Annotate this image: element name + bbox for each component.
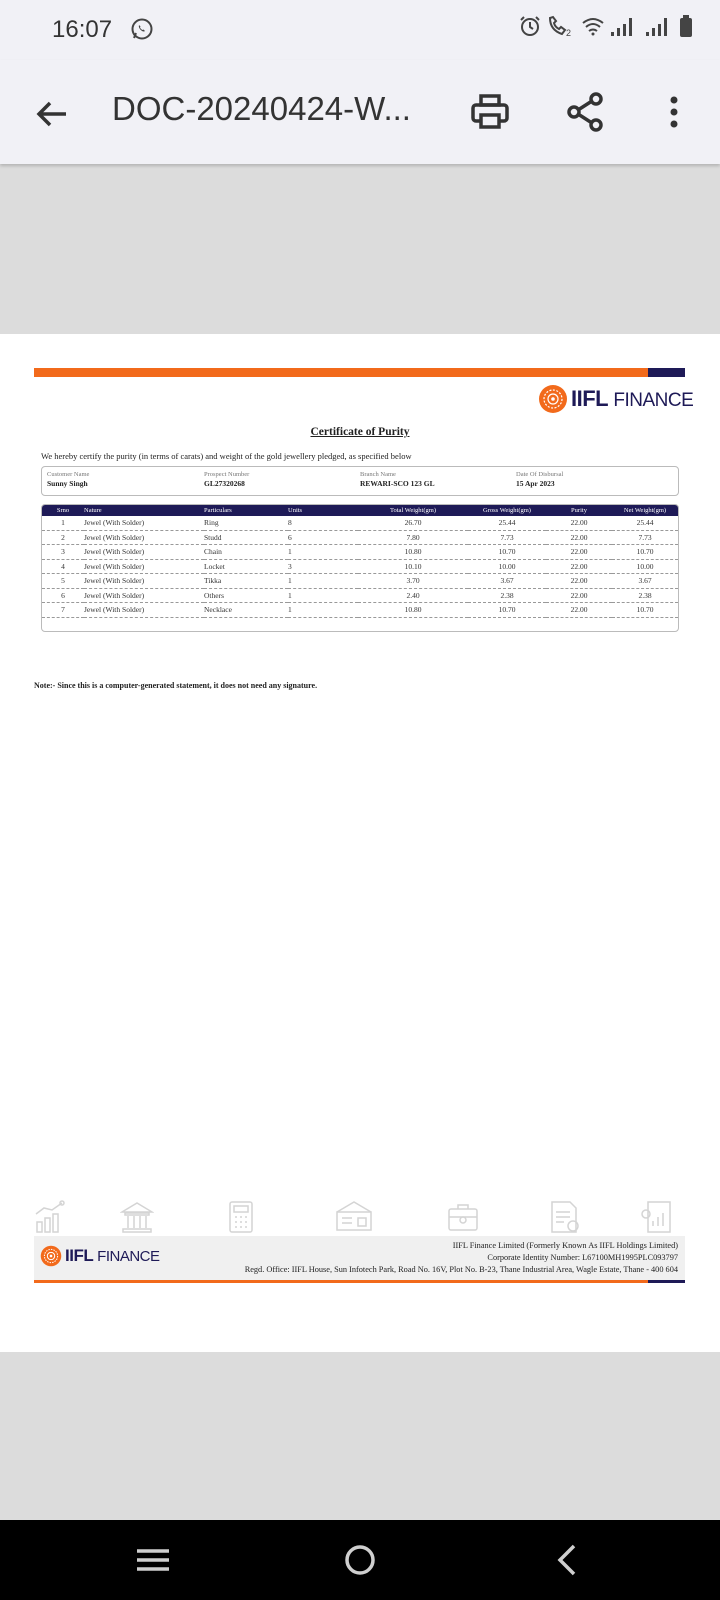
table-cell: 2.40 <box>358 588 468 603</box>
table-cell: Others <box>204 588 288 603</box>
table-cell: 6 <box>288 530 358 545</box>
table-cell: 4 <box>42 559 84 574</box>
table-cell: 3.67 <box>612 574 678 589</box>
table-spacer-row <box>42 617 678 632</box>
table-cell: Jewel (With Solder) <box>84 603 204 618</box>
footer-line-cin: Corporate Identity Number: L67100MH1995PLC093797 <box>487 1253 678 1262</box>
logo-text: IIFL FINANCE <box>571 386 694 411</box>
table-cell: Jewel (With Solder) <box>84 516 204 530</box>
table-cell: 10.80 <box>358 603 468 618</box>
status-icons <box>518 14 694 38</box>
table-header-row <box>42 505 678 516</box>
table-cell: 26.70 <box>358 516 468 530</box>
table-cell: 5 <box>42 574 84 589</box>
table-cell: Jewel (With Solder) <box>84 574 204 589</box>
column-header: Purity <box>546 505 612 516</box>
table-cell: 10.70 <box>612 603 678 618</box>
back-button[interactable] <box>30 92 74 136</box>
recent-apps-button[interactable] <box>133 1540 173 1580</box>
customer-name-field: Customer Name Sunny Singh <box>47 471 90 488</box>
iifl-logo <box>538 384 693 414</box>
table-cell: Ring <box>204 516 288 530</box>
jewellery-table-box <box>41 504 679 632</box>
signal-icon <box>644 17 674 34</box>
footer-line-company: IIFL Finance Limited (Formerly Known As IIFL Holdings Limited) <box>452 1241 678 1250</box>
table-row <box>42 545 678 560</box>
table-cell: Chain <box>204 545 288 560</box>
table-cell: 3 <box>288 559 358 574</box>
signature-note: Note:- Since this is a computer-generated statement, it does not need any signature. <box>34 681 318 690</box>
document-title: DOC-20240424-W... <box>112 90 411 127</box>
system-nav-bar <box>0 1520 720 1600</box>
column-header: Net Weight(gm) <box>612 505 678 516</box>
table-cell: 25.44 <box>468 516 546 530</box>
table-cell: 3.67 <box>468 574 546 589</box>
table-cell: Jewel (With Solder) <box>84 559 204 574</box>
app-bar <box>0 60 720 164</box>
table-cell: 7.80 <box>358 530 468 545</box>
table-cell: 22.00 <box>546 603 612 618</box>
menu-icon <box>133 1540 173 1580</box>
certificate-intro: We hereby certify the purity (in terms of carats) and weight of the gold jewellery pledged, as specified below <box>41 451 412 461</box>
table-cell: 2.38 <box>612 588 678 603</box>
table-cell: 1 <box>42 516 84 530</box>
jewellery-table <box>42 505 678 632</box>
svg-text:2: 2 <box>566 28 572 38</box>
table-cell: 22.00 <box>546 530 612 545</box>
bank-icon <box>120 1200 154 1234</box>
table-cell: Jewel (With Solder) <box>84 545 204 560</box>
table-cell: 22.00 <box>546 516 612 530</box>
branch-name-field: Branch Name REWARI-SCO 123 GL <box>360 471 435 488</box>
table-row <box>42 574 678 589</box>
more-options-button[interactable] <box>660 90 688 134</box>
table-cell: 10.00 <box>468 559 546 574</box>
table-cell: Studd <box>204 530 288 545</box>
header-bar-orange <box>34 368 648 377</box>
whatsapp-icon <box>130 17 154 46</box>
share-button[interactable] <box>564 90 608 134</box>
battery-icon <box>678 17 694 34</box>
table-row <box>42 559 678 574</box>
table-cell: 7.73 <box>468 530 546 545</box>
chart-growth-icon <box>34 1200 66 1234</box>
table-cell: 22.00 <box>546 588 612 603</box>
system-back-button[interactable] <box>548 1540 588 1580</box>
status-time: 16:07 <box>52 16 113 43</box>
footer-bar-navy <box>648 1280 685 1283</box>
print-button[interactable] <box>468 90 512 134</box>
column-header: Srno <box>42 505 84 516</box>
table-cell: Jewel (With Solder) <box>84 588 204 603</box>
table-cell: 10.70 <box>468 603 546 618</box>
customer-info-box <box>41 466 679 496</box>
alarm-icon <box>518 17 542 34</box>
prospect-number-field: Prospect Number GL27320268 <box>204 471 250 488</box>
certificate-doc-icon <box>548 1200 584 1234</box>
print-icon <box>468 90 512 134</box>
table-cell: 1 <box>288 574 358 589</box>
share-icon <box>564 90 608 134</box>
wifi-icon <box>581 17 605 34</box>
column-header: Gross Weight(gm) <box>468 505 546 516</box>
table-cell: 10.70 <box>612 545 678 560</box>
table-cell: 7 <box>42 603 84 618</box>
report-chart-icon <box>640 1200 674 1234</box>
home-button[interactable] <box>340 1540 380 1580</box>
signal-icon <box>609 17 639 34</box>
table-row <box>42 530 678 545</box>
disbursal-date-field: Date Of Disbursal 15 Apr 2023 <box>516 471 564 488</box>
table-cell: 1 <box>288 603 358 618</box>
table-cell: 10.70 <box>468 545 546 560</box>
table-cell: 1 <box>288 545 358 560</box>
column-header: Units <box>288 505 358 516</box>
table-cell: 10.10 <box>358 559 468 574</box>
table-cell: Tikka <box>204 574 288 589</box>
table-row <box>42 516 678 530</box>
table-row <box>42 603 678 618</box>
back-arrow-icon <box>30 92 74 136</box>
table-cell: 6 <box>42 588 84 603</box>
table-cell: 10.80 <box>358 545 468 560</box>
document-icon <box>334 1200 374 1234</box>
footer-line-address: Regd. Office: IIFL House, Sun Infotech Park, Road No. 16V, Plot No. B-23, Thane Industrial Area, Wagle Estate, Thane - 400 604 <box>244 1265 678 1274</box>
table-cell: 1 <box>288 588 358 603</box>
footer-iifl-logo <box>40 1244 160 1268</box>
certificate-title: Certificate of Purity <box>310 426 410 438</box>
table-cell: 7.73 <box>612 530 678 545</box>
table-cell: 25.44 <box>612 516 678 530</box>
table-cell: 3.70 <box>358 574 468 589</box>
pdf-page <box>0 334 720 1352</box>
table-cell: 8 <box>288 516 358 530</box>
footer-icon-row <box>34 1200 686 1236</box>
iifl-emblem-icon <box>538 384 568 414</box>
wifi-calling-icon <box>546 17 576 38</box>
table-cell: Necklace <box>204 603 288 618</box>
column-header: Total Weight(gm) <box>358 505 468 516</box>
table-cell: Locket <box>204 559 288 574</box>
column-header: Particulars <box>204 505 288 516</box>
header-bar-navy <box>648 368 685 377</box>
status-bar <box>0 0 720 60</box>
table-cell: 22.00 <box>546 545 612 560</box>
logo-text: IIFL FINANCE <box>65 1246 160 1265</box>
table-cell: 2 <box>42 530 84 545</box>
home-circle-icon <box>340 1540 380 1580</box>
table-cell: Jewel (With Solder) <box>84 530 204 545</box>
briefcase-icon <box>446 1200 482 1234</box>
table-cell: 22.00 <box>546 559 612 574</box>
column-header: Nature <box>84 505 204 516</box>
iifl-emblem-icon <box>40 1245 62 1267</box>
table-cell: 22.00 <box>546 574 612 589</box>
table-row <box>42 588 678 603</box>
table-cell: 10.00 <box>612 559 678 574</box>
more-vert-icon <box>660 90 688 134</box>
back-chevron-icon <box>548 1540 588 1580</box>
footer-company-info <box>245 1240 678 1276</box>
table-cell: 3 <box>42 545 84 560</box>
table-cell: 2.38 <box>468 588 546 603</box>
footer-bar-orange <box>34 1280 648 1283</box>
calculator-icon <box>226 1200 256 1234</box>
